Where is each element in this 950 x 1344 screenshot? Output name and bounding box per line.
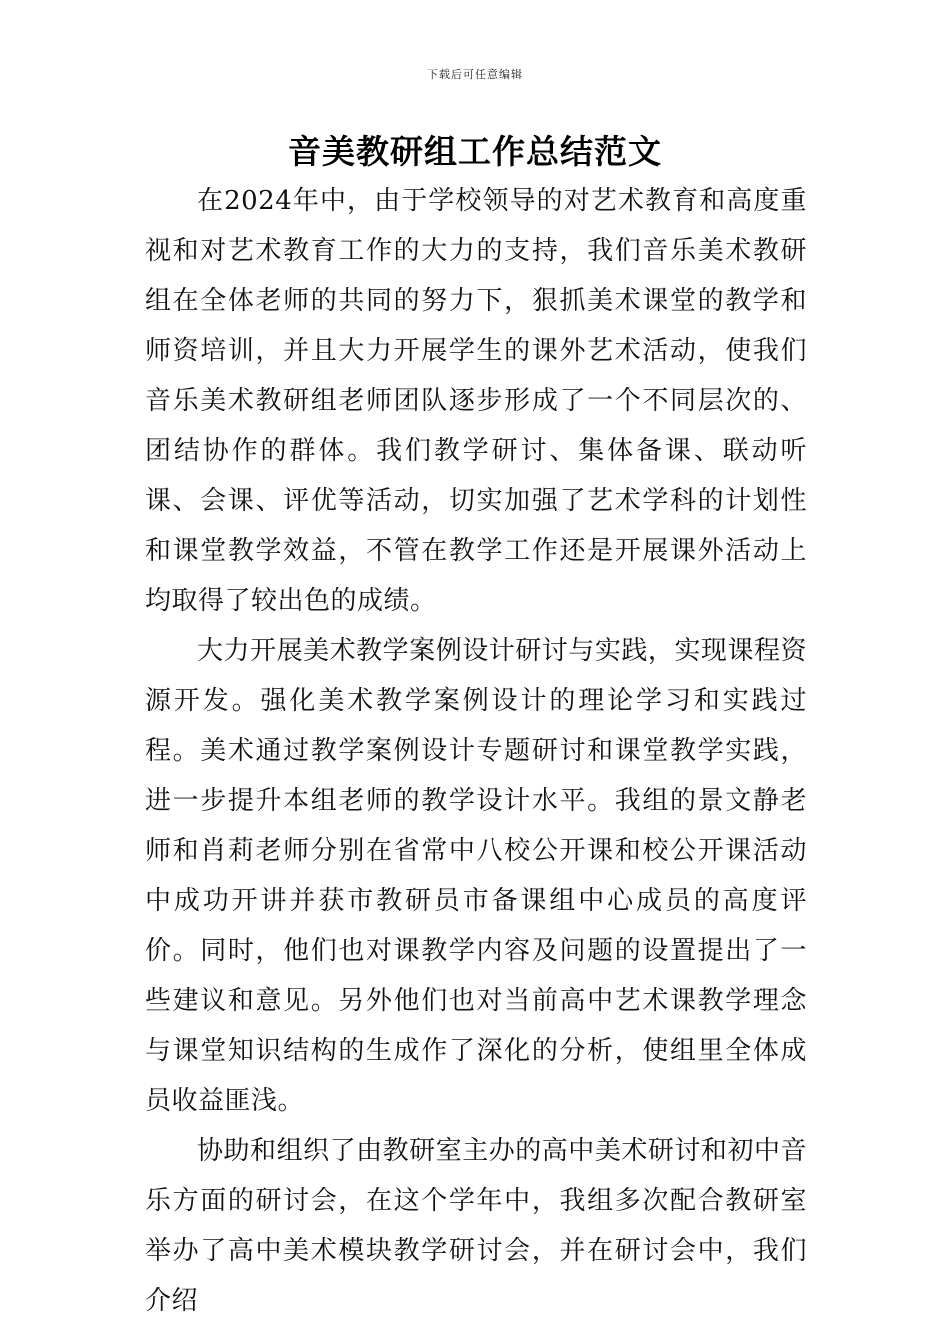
document-title: 音美教研组工作总结范文 <box>288 132 662 171</box>
paragraph-2: 大力开展美术教学案例设计研讨与实践，实现课程资源开发。强化美术教学案例设计的理论学习和实践过程。美术通过教学案例设计专题研讨和课堂教学实践，进一步提升本组老师的教学设计水平。我组的景文静老师和肖莉老师分别在省常中八校公开课和校公开课活动中成功开讲并获市教研员市备课组中心成员的高度评价。同时，他们也对课教学内容及问题的设置提出了一些建议和意见。另外他们也对当前高中艺术课教学理念与课堂知识结构的生成作了深化的分析，使组里全体成员收益匪浅。 <box>145 636 807 1116</box>
paragraph-1: 在2024年中，由于学校领导的对艺术教育和高度重视和对艺术教育工作的大力的支持，我们音乐美术教研组在全体老师的共同的努力下，狠抓美术课堂的教学和师资培训，并且大力开展学生的课外艺术活动，使我们音乐美术教研组老师团队逐步形成了一个不同层次的、团结协作的群体。我们教学研讨、集体备课、联动听课、会课、评优等活动，切实加强了艺术学科的计划性和课堂教学效益，不管在教学工作还是开展课外活动上均取得了较出色的成绩。 <box>145 186 807 616</box>
document-body <box>145 176 807 1326</box>
paragraph-3: 协助和组织了由教研室主办的高中美术研讨和初中音乐方面的研讨会，在这个学年中，我组多次配合教研室举办了高中美术模块教学研讨会，并在研讨会中，我们介绍 <box>145 1136 807 1316</box>
header-note: 下载后可任意编辑 <box>427 68 523 81</box>
